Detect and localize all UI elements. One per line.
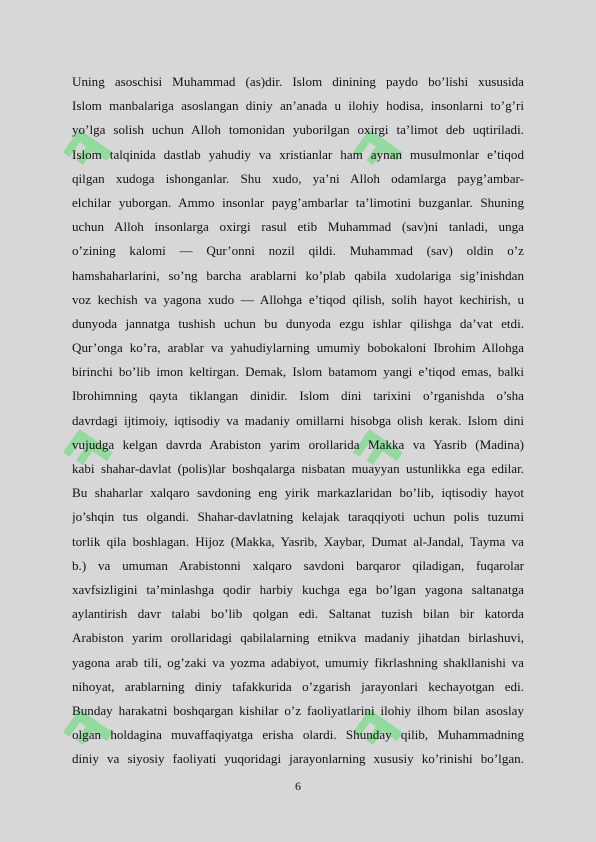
text-line: dunyoda jannatga tushish uchun bu dunyoda ezgu ishlar qilishga da’vat etdi.: [72, 315, 524, 331]
text-line: aylantirish davr talabi bo’lib qolgan edi. Saltanat tuzish bilan bir katorda: [72, 606, 524, 622]
text-line: qilgan xudoga ishonganlar. Shu xudo, ya’ni Alloh odamlarga payg’ambar-: [72, 170, 524, 186]
text-line: uchun Alloh insonlarga oxirgi rasul etib Muhammad (sav)ni tanladi, unga: [72, 219, 524, 235]
text-line: jo’shqin tus olgandi. Shahar-davlatning kelajak taraqqiyoti uchun polis tuzumi: [72, 509, 524, 525]
text-line: Qur’onga ko’ra, arablar va yahudiylarning umumiy bobokaloni Ibrohim Allohga: [72, 340, 524, 356]
watermark-logo: ꟻ: [341, 417, 419, 488]
text-line: Islom manbalariga asoslangan diniy an’anada u ilohiy hodisa, insonlarni to’g’ri: [72, 98, 524, 114]
text-line: elchilar yuborgan. Ammo insonlar payg’ambarlar ta’limotini buzganlar. Shuning: [72, 194, 524, 210]
page-number: 6: [295, 779, 301, 793]
watermark-logo: ꟻ: [341, 697, 419, 768]
text-line: Uning asoschisi Muhammad (as)dir. Islom dinining paydo bo’lishi xususida: [72, 74, 524, 89]
text-line: davrdagi ijtimoiy, iqtisodiy va madaniy omillarni hisobga olish kerak. Islom dini: [72, 412, 524, 428]
watermark-logo: ꟻ: [51, 117, 129, 188]
text-line: hamshaharlarini, so’ng barcha arablarni ko’plab qabila xudolariga sig’inishdan: [72, 267, 524, 283]
text-line: yo’lga solish uchun Alloh tomonidan yuborilgan oxirgi ta’limot deb uqtiriladi.: [72, 122, 524, 138]
text-line: Ibrohimning qayta tiklangan dinidir. Islom dini tarixini o’rganishda o’sha: [72, 388, 524, 404]
text-line: nihoyat, arablarning diniy tafakkurida o’zgarish jarayonlari kechayotgan edi.: [72, 678, 524, 694]
text-line: torlik qila boshlagan. Hijoz (Makka, Yasrib, Xaybar, Dumat al-Jandal, Tayma va: [72, 533, 524, 549]
text-line: birinchi bo’lib imon keltirgan. Demak, Islom batamom yangi e’tiqod emas, balki: [72, 364, 524, 380]
watermark-logo: ꟻ: [51, 697, 129, 768]
text-line: xavfsizligini ta’minlashga qodir harbiy kuchga ega bo’lgan yagona saltanatga: [72, 581, 524, 597]
watermark-logo: ꟻ: [51, 417, 129, 488]
text-line: Islom talqinida dastlab yahudiy va xristianlar ham aynan musulmonlar e’tiqod: [72, 146, 524, 162]
body-text: [72, 70, 524, 771]
text-line: yagona arab tili, og’zaki va yozma adabiyot, umumiy fikrlashning shakllanishi va: [72, 654, 524, 670]
text-line: vujudga kelgan davrda Arabiston yarim orollarida Makka va Yasrib (Madina): [72, 436, 524, 452]
text-line: diniy va siyosiy faoliyati yuqoridagi jarayonlarning xususiy ko’rinishi bo’lgan.: [72, 751, 524, 767]
text-line: kabi shahar-davlat (polis)lar boshqalarga nisbatan muayyan ustunlikka ega edilar.: [72, 461, 524, 476]
text-line: olgan holdagina muvaffaqiyatga erisha olardi. Shunday qilib, Muhammadning: [72, 727, 524, 743]
text-line: Arabiston yarim orollaridagi qabilalarning etnikva madaniy jihatdan birlashuvi,: [72, 630, 524, 646]
text-line: Bu shaharlar xalqaro savdoning eng yirik markazlaridan bo’lib, iqtisodiy hayot: [72, 485, 524, 501]
text-line: Bunday harakatni boshqargan kishilar o’z faoliyatlarini ilohiy ilhom bilan asoslay: [72, 702, 524, 718]
watermark-logo: ꟻ: [341, 117, 419, 188]
text-line: b.) va umuman Arabistonni xalqaro savdoni barqaror qiladigan, fuqarolar: [72, 557, 524, 573]
text-line: o’zining kalomi — Qur’onni nozil qildi. Muhammad (sav) oldin o’z: [72, 243, 524, 259]
text-line: voz kechish va yagona xudo — Allohga e’tiqod qilish, solih hayot kechirish, u: [72, 291, 524, 307]
